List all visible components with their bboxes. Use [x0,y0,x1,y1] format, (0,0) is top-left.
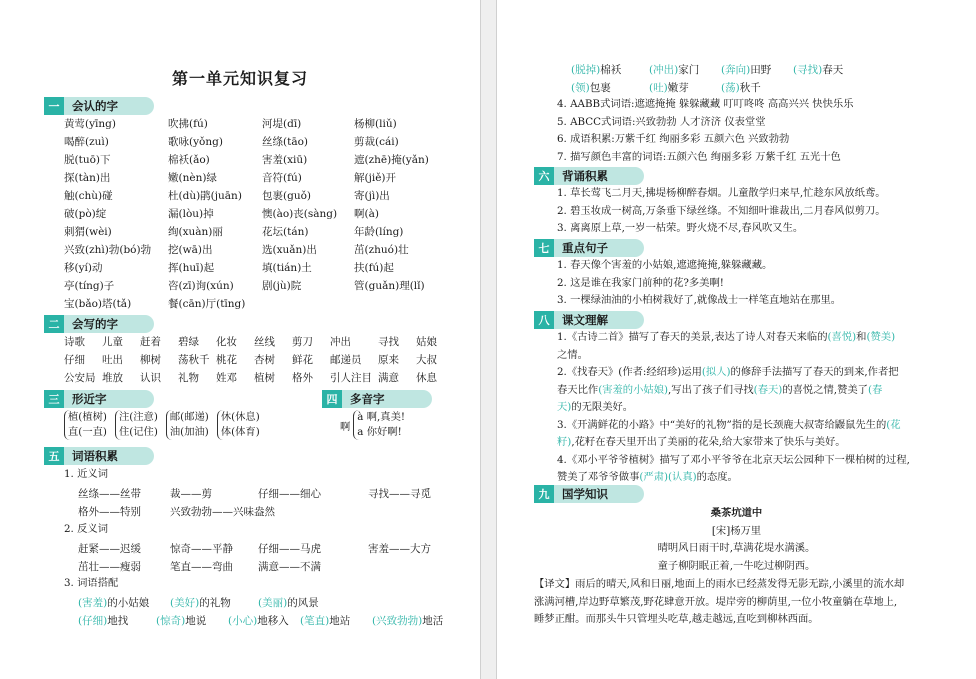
word-entry: 桃花 [216,354,237,366]
character-entry: 破(pò)绽 [64,208,107,220]
similar-char-group [217,410,260,440]
grid-row [64,370,464,388]
grid-row [78,613,478,631]
recitation-line: 2. 碧玉妆成一树高,万条垂下绿丝绦。不知细叶谁裁出,二月春风似剪刀。 [557,204,886,217]
translation-line: 睡梦正酣。而那头牛只管埋头吃草,越走越远,直吃到柳林西面。 [534,613,819,625]
understanding-line [557,469,910,487]
character-entry: 丝绦(tāo) [262,136,308,148]
page-gutter [480,0,497,679]
word-entry: 原来 [378,354,399,366]
recitation-line: 1. 草长莺飞二月天,拂堤杨柳醉春烟。儿童散学归来早,忙趁东风放纸鸢。 [557,187,886,199]
word-entry: 吐出 [102,354,123,366]
character-entry: 黄莺(yīng) [64,118,116,130]
word-text: 地找 [107,615,129,627]
answer-word: (领) [571,82,590,94]
word-entry: 碧绿 [178,336,199,348]
subheading [64,466,108,484]
text-segment: 4.《邓小平爷爷植树》描写了邓小平爷爷在北京天坛公园种下一棵柏树的过程, [557,453,910,466]
word-text: 地活 [422,615,444,627]
word-text: 秋千 [739,82,761,94]
text-segment: 春天比作 [557,383,599,396]
section-6-header [534,167,644,185]
write-characters-grid [64,334,464,388]
antonyms-heading: 2. 反义词 [64,523,108,535]
grid-row [64,352,464,370]
section-4-header [322,390,432,408]
character-entry: 懊(ào)丧(sàng) [262,208,338,220]
collocation-item [571,80,611,95]
section-label: 背诵积累 [554,167,644,185]
understanding-line [557,399,910,417]
text-segment: ,写出了孩子们寻找 [668,383,754,396]
answer-word: (拟人) [701,366,731,378]
character-entry: 啊(à) [354,208,379,220]
word-entry: 杏树 [254,354,275,366]
word-entry: 鲜花 [292,354,313,366]
key-sentence: 3. 一棵绿油油的小柏树栽好了,就像战士一样笔直地站在那里。 [557,294,842,306]
grid-row [64,224,464,242]
text-segment: ,花籽在春天里开出了美丽的花朵,给大家带来了快乐与美好。 [571,436,846,448]
collocation-row [571,62,951,80]
answer-word: (春天) [753,383,783,396]
answer-word: 籽) [557,436,572,448]
word-entry: 公安局 [64,372,96,384]
answer-word: (脱掉) [571,64,601,76]
answer-word: (荡) [721,82,740,94]
answer-word: (仔细) [78,615,108,627]
section-number: 七 [534,239,554,257]
right-page [497,0,976,679]
grid-row [64,296,464,314]
word-text: 春天 [822,64,844,76]
grid-row [64,242,464,260]
word-entry: 荡秋千 [178,354,210,366]
synonym-pair: 仔细——细心 [258,488,321,500]
word-entry: 植树 [254,372,275,384]
section-number: 二 [44,315,64,333]
character-entry: 歌咏(yǒng) [168,136,223,148]
translation-line: 【译文】雨后的晴天,风和日丽,地面上的雨水已经蒸发得无影无踪,小溪里的流水却 [534,578,905,590]
polyphonic-char: 啊 [340,420,351,433]
section-label: 重点句子 [554,239,644,257]
character-entry: 亭(tíng)子 [64,280,115,292]
character-entry: 河堤(dī) [262,118,302,130]
answer-word: (吐) [649,82,668,94]
section-label: 形近字 [64,390,154,408]
character-entry: 茁(zhuó)壮 [354,244,409,256]
collocation-row [78,595,468,613]
answer-word: (冲出) [649,64,679,76]
grid-row [64,278,464,296]
character-entry: 剧(jù)院 [262,280,302,292]
character-entry: 移(yí)动 [64,262,103,274]
character-entry: 杜(dù)鹃(juān) [168,190,242,202]
word-text: 田野 [750,64,772,76]
section-number: 四 [322,390,342,408]
collocation-row [78,613,478,631]
grid-row [64,206,464,224]
similar-char-group [64,410,107,440]
synonyms-heading: 1. 近义词 [64,468,108,480]
synonym-pair: 丝绦——丝带 [78,488,141,500]
text-segment: 2.《找春天》(作者:经绍珍)运用 [557,366,702,378]
key-sentence: 1. 春天像个害羞的小姑娘,遮遮掩掩,躲躲藏藏。 [557,259,773,271]
answer-word: (害羞) [78,597,108,609]
section-label: 会认的字 [64,97,154,115]
reading-line: a 你好啊! [357,426,402,438]
character-entry: 剪裁(cái) [354,136,399,148]
subheading [64,575,118,593]
character-entry: 年龄(líng) [354,226,404,238]
word-text: 棉袄 [600,64,622,76]
answer-word: (奔向) [721,64,751,76]
understanding-line [557,434,910,452]
subheading [64,521,108,539]
word-entry: 诗歌 [64,336,85,348]
reading-line: à 啊,真美! [357,411,406,423]
character-entry: 管(guǎn)理(lǐ) [354,280,425,292]
synonym-pair: 兴致勃勃——兴味盎然 [170,506,275,518]
synonym-pair: 寻找——寻觅 [368,488,431,500]
translation-line: 涨满河槽,岸边野草繁茂,野花肆意开放。堤岸旁的柳荫里,一位小牧童躺在草地上, [534,595,898,608]
word-entry: 仔细 [64,354,85,366]
grid-row [64,334,464,352]
section-number: 九 [534,485,554,503]
section-9-header [534,485,644,503]
understanding-line [557,452,910,470]
word-text: 包裹 [589,82,611,94]
polyphonic-readings [353,410,405,440]
similar-char-line: 直(一直) [68,426,107,438]
section-label: 课文理解 [554,311,644,329]
answer-word: (惊奇) [156,615,186,627]
text-segment: 的喜悦之情,赞美了 [782,383,868,396]
collocation-item [156,613,206,628]
character-entry: 遮(zhē)掩(yǎn) [354,154,429,166]
word-list-line: 5. ABCC式词语:兴致勃勃 人才济济 仪表堂堂 [557,115,766,128]
answer-word: 天) [557,401,572,413]
section-5-header [44,447,154,465]
collocation-item [300,613,350,628]
collocation-item [372,613,443,628]
word-entry: 姓邓 [216,372,237,384]
synonym-pair: 裁——剪 [170,488,212,500]
section-label: 国学知识 [554,485,644,503]
character-entry: 杨柳(liǔ) [354,118,397,130]
answer-word: (春 [867,383,883,396]
text-segment: 的态度。 [696,471,738,483]
section-label: 词语积累 [64,447,154,465]
grid-row [78,595,468,613]
character-entry: 寄(jì)出 [354,190,390,202]
section-number: 一 [44,97,64,115]
grid-row [571,62,951,80]
character-entry: 漏(lòu)掉 [168,208,214,220]
grid-row [64,170,464,188]
character-entry: 脱(tuō)下 [64,154,111,166]
answer-word: (小心) [228,615,258,627]
word-text: 嫩芽 [667,82,689,94]
word-entry: 柳树 [140,354,161,366]
word-entry: 儿童 [102,336,123,348]
character-entry: 挥(huī)起 [168,262,215,274]
text-understanding [557,329,910,487]
text-segment: 3.《开满鲜花的小路》中“美好的礼物”指的是长颈鹿大叔寄给鼹鼠先生的 [557,418,887,431]
word-list-line: 6. 成语积累:万紫千红 绚丽多彩 五颜六色 兴致勃勃 [557,133,790,145]
poem-author: [宋]杨万里 [711,524,762,537]
recitation-line: 3. 离离原上草,一岁一枯荣。野火烧不尽,春风吹又生。 [557,222,804,234]
grid-row [78,504,468,522]
character-entry: 解(jiě)开 [354,172,397,184]
word-entry: 丝线 [254,336,275,348]
similar-char-line: 油(加油) [169,426,209,438]
character-entry: 餐(cān)厅(tīng) [168,298,246,310]
translation [534,576,904,629]
antonym-pair: 笔直——弯曲 [170,561,233,573]
synonym-pair: 格外——特别 [78,506,141,518]
key-sentence: 2. 这是谁在我家门前种的花?多美啊! [557,276,724,289]
answer-word: (美丽) [258,597,288,609]
grid-row [78,541,468,559]
antonym-pair: 仔细——马虎 [258,543,321,555]
understanding-line [557,382,910,400]
section-label: 会写的字 [64,315,154,333]
word-entry: 礼物 [178,372,199,384]
character-entry: 扶(fú)起 [354,262,394,274]
grid-row [64,260,464,278]
text-segment: 之情。 [557,348,588,361]
character-entry: 花坛(tán) [262,226,309,238]
answer-word: (赞美) [866,331,896,343]
poem-title: 桑茶坑道中 [710,507,763,519]
grid-row [64,152,464,170]
collocation-item [170,595,231,610]
collocation-item [78,613,128,628]
section-number: 六 [534,167,554,185]
similar-char-line: 住(记住) [118,426,158,438]
character-entry: 喝醉(zuì) [64,136,109,148]
similar-char-line: 休(休息) [220,411,260,423]
collocation-item [571,62,621,77]
word-text: 地说 [185,615,207,627]
word-list-line: 4. AABB式词语:遮遮掩掩 躲躲藏藏 叮叮咚咚 高高兴兴 快快乐乐 [557,98,854,110]
antonym-pair: 满意——不满 [258,561,321,573]
character-entry: 咨(zī)询(xún) [168,280,234,292]
grid-row [78,559,468,577]
key-sentences [557,257,841,310]
similar-characters [64,410,268,440]
text-segment: 的修辞手法描写了春天的到来,作者把 [730,366,899,378]
word-entry: 剪刀 [292,336,313,348]
text-segment: 赞美了邓爷爷做事 [557,471,640,483]
synonyms-grid [78,486,468,522]
character-entry: 触(chù)碰 [64,190,113,202]
section-7-header [534,239,644,257]
character-entry: 音符(fú) [262,172,302,184]
collocation-item [649,62,699,77]
character-entry: 害羞(xiū) [262,154,308,166]
word-entry: 休息 [416,372,437,384]
collocation-item [721,62,771,77]
word-text: 家门 [678,64,700,76]
word-entry: 寻找 [378,336,399,348]
section-number: 三 [44,390,64,408]
answer-word: (严肃) [639,471,669,483]
poem-line: 童子柳阴眠正着,一牛吃过柳阴西。 [657,559,816,572]
collocation-item [793,62,843,77]
poem-line: 晴明风日雨干时,草满花堤水满溪。 [657,542,816,554]
antonym-pair: 赶紧——迟缓 [78,543,141,555]
answer-word: (喜悦) [827,331,857,343]
answer-word: (美好) [170,597,200,609]
collocation-item [721,80,761,95]
answer-word: (兴致勃勃) [372,615,423,627]
answer-word: (笔直) [300,615,330,627]
collocation-item [258,595,319,610]
collocation-item [649,80,689,95]
word-lists [557,96,854,166]
word-text: 地站 [329,615,351,627]
word-entry: 赶着 [140,336,161,348]
word-entry: 化妆 [216,336,237,348]
character-entry: 棉袄(ǎo) [168,154,210,166]
word-text: 的风景 [287,597,319,609]
character-entry: 包裹(guǒ) [262,190,311,202]
word-text: 的小姑娘 [107,597,150,609]
antonym-pair: 害羞——大方 [368,543,431,555]
word-entry: 冲出 [330,336,351,348]
character-entry: 刺猬(wèi) [64,226,112,238]
section-8-header [534,311,644,329]
answer-word: (寻找) [793,64,823,76]
text-segment: 的无限美好。 [571,401,634,413]
understanding-line [557,417,910,435]
word-text: 的礼物 [199,597,231,609]
section-2-header [44,315,154,333]
character-entry: 兴致(zhì)勃(bó)勃 [64,244,152,256]
antonyms-grid [78,541,468,577]
collocation-item [78,595,149,610]
word-entry: 格外 [292,372,313,384]
answer-word: (花 [886,418,901,431]
text-segment: 和 [856,331,867,343]
similar-char-line: 注(注意) [118,411,158,423]
similar-char-line: 植(植树) [68,411,107,423]
character-entry: 吹拂(fú) [168,118,208,130]
similar-char-line: 体(体育) [220,426,260,438]
left-page [0,0,480,679]
similar-char-group [115,410,158,440]
word-list-line: 7. 描写颜色丰富的词语:五颜六色 绚丽多彩 万紫千红 五光十色 [557,150,841,163]
section-number: 五 [44,447,64,465]
character-entry: 探(tàn)出 [64,172,111,184]
answer-word: (认真) [668,471,697,483]
collocation-heading: 3. 词语搭配 [64,577,119,589]
word-text: 地移入 [257,615,289,627]
understanding-line [557,364,910,382]
recitation-lines [557,185,886,238]
word-entry: 认识 [140,372,161,384]
word-entry: 邮递员 [330,354,362,366]
word-entry: 引人注目 [330,372,372,384]
character-entry: 选(xuǎn)出 [262,244,317,256]
character-entry: 宝(bǎo)塔(tǎ) [64,298,132,310]
answer-word: (害羞的小姑娘) [598,383,669,396]
classic-poem [497,505,976,575]
grid-row [64,188,464,206]
antonym-pair: 茁壮——瘦弱 [78,561,141,573]
understanding-line [557,329,910,347]
section-3-header [44,390,154,408]
word-entry: 大叔 [416,354,437,366]
section-label: 多音字 [342,390,432,408]
text-segment: 1.《古诗二首》描写了春天的美景,表达了诗人对春天来临的 [557,331,828,343]
antonym-pair: 惊奇——平静 [170,543,233,555]
character-entry: 挖(wā)出 [168,244,213,256]
similar-char-group [166,410,209,440]
word-entry: 堆放 [102,372,123,384]
similar-char-line: 邮(邮递) [169,411,209,423]
character-entry: 嫩(nèn)绿 [168,172,217,184]
grid-row [78,486,468,504]
character-entry: 填(tián)土 [262,262,312,274]
word-entry: 姑娘 [416,336,437,348]
grid-row [64,116,464,134]
section-1-header [44,97,154,115]
character-entry: 绚(xuàn)丽 [168,226,223,238]
collocation-item [228,613,289,628]
page-title: 第一单元知识复习 [171,69,308,88]
grid-row [64,134,464,152]
word-entry: 满意 [378,372,399,384]
understanding-line [557,347,910,365]
recognize-characters-grid [64,116,464,314]
polyphonic-character [340,410,413,440]
section-number: 八 [534,311,554,329]
